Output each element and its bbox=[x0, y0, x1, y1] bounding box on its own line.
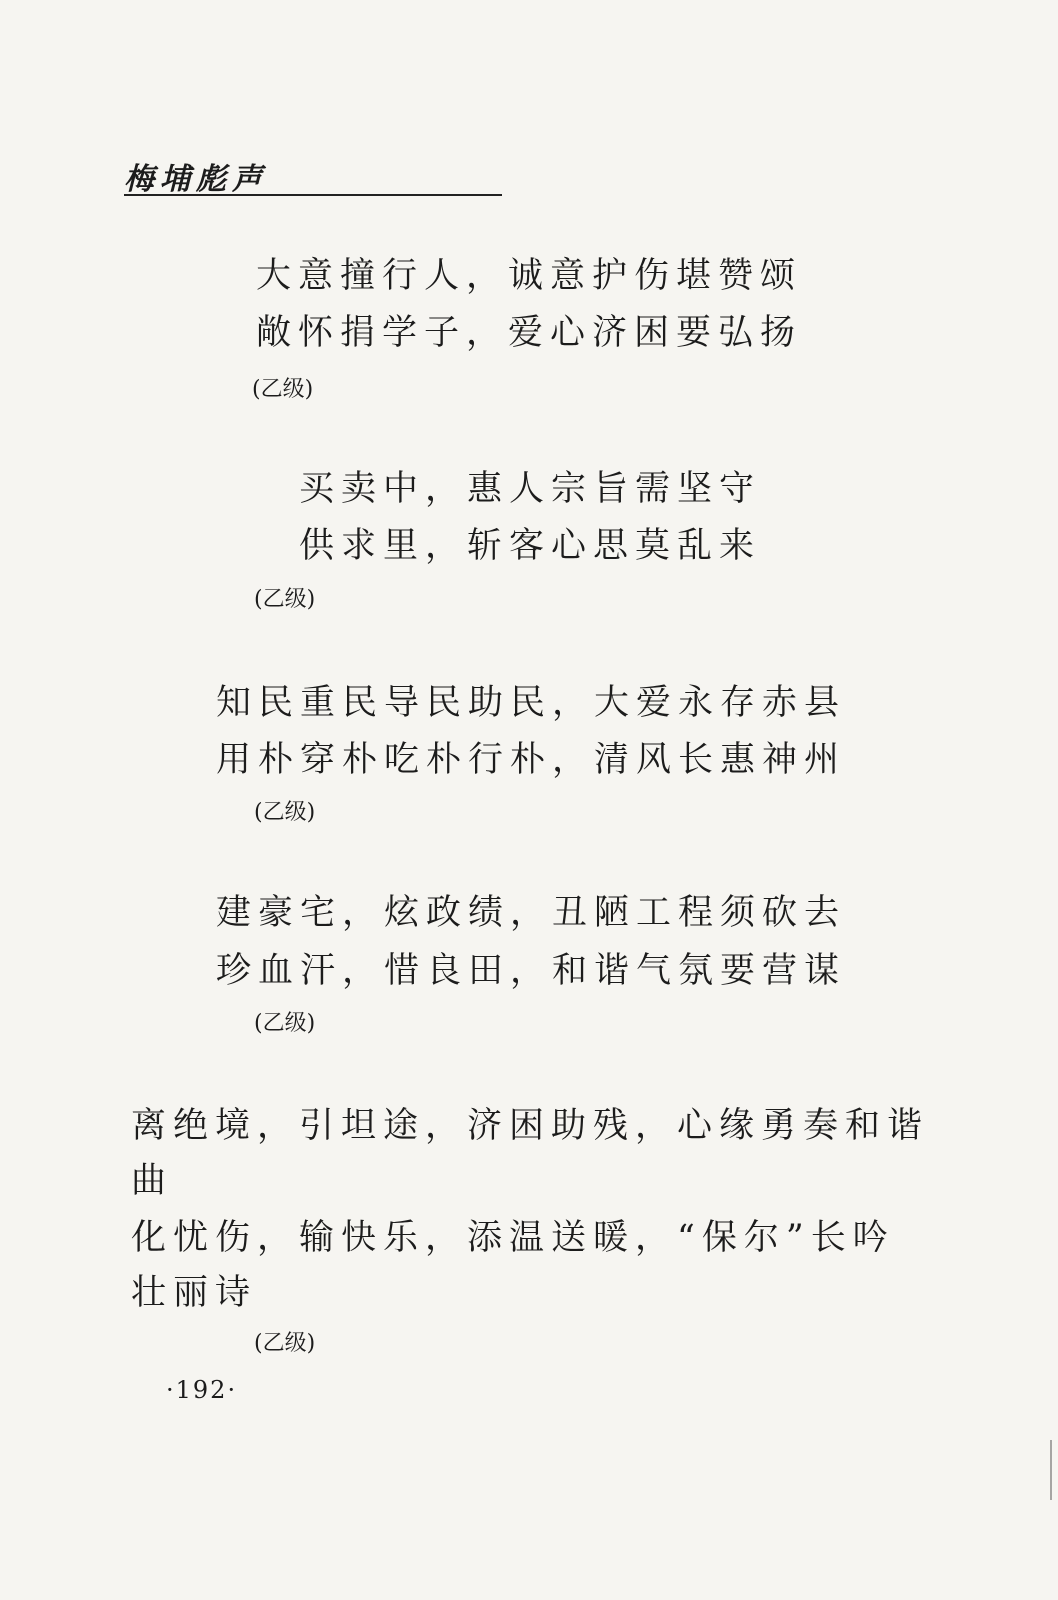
couplet-4-line-2: 珍血汗，惜良田，和谐气氛要营谋 bbox=[216, 951, 847, 991]
couplet-3-grade: (乙级) bbox=[254, 800, 316, 825]
couplet-1-grade: (乙级) bbox=[252, 377, 314, 402]
header-title: 梅埔彪声 bbox=[124, 162, 268, 197]
couplet-5-line-2: 化忧伤，输快乐，添温送暖，“保尔”长吟 bbox=[131, 1218, 895, 1258]
couplet-1-line-1: 大意撞行人，诚意护伤堪赞颂 bbox=[256, 256, 803, 296]
running-header bbox=[124, 150, 502, 196]
couplet-5-grade: (乙级) bbox=[254, 1331, 316, 1356]
couplet-1-line-2: 敞怀捐学子，爱心济困要弘扬 bbox=[256, 313, 803, 353]
couplet-2-line-2: 供求里，斩客心思莫乱来 bbox=[299, 526, 762, 566]
couplet-4-grade: (乙级) bbox=[254, 1011, 316, 1036]
couplet-5-line-1: 离绝境，引坦途，济困助残，心缘勇奏和谐 bbox=[131, 1106, 930, 1146]
couplet-2-line-1: 买卖中，惠人宗旨需坚守 bbox=[299, 469, 762, 509]
couplet-4-line-1: 建豪宅，炫政绩，丑陋工程须砍去 bbox=[216, 893, 847, 933]
couplet-2-grade: (乙级) bbox=[254, 587, 316, 612]
page-number: ·192· bbox=[166, 1376, 238, 1404]
scan-edge-mark bbox=[1050, 1440, 1052, 1500]
couplet-5-line-2-wrap: 壮丽诗 bbox=[131, 1273, 258, 1313]
couplet-5-line-1-wrap: 曲 bbox=[131, 1161, 174, 1201]
couplet-3-line-2: 用朴穿朴吃朴行朴，清风长惠神州 bbox=[216, 740, 847, 780]
couplet-3-line-1: 知民重民导民助民，大爱永存赤县 bbox=[216, 683, 847, 723]
